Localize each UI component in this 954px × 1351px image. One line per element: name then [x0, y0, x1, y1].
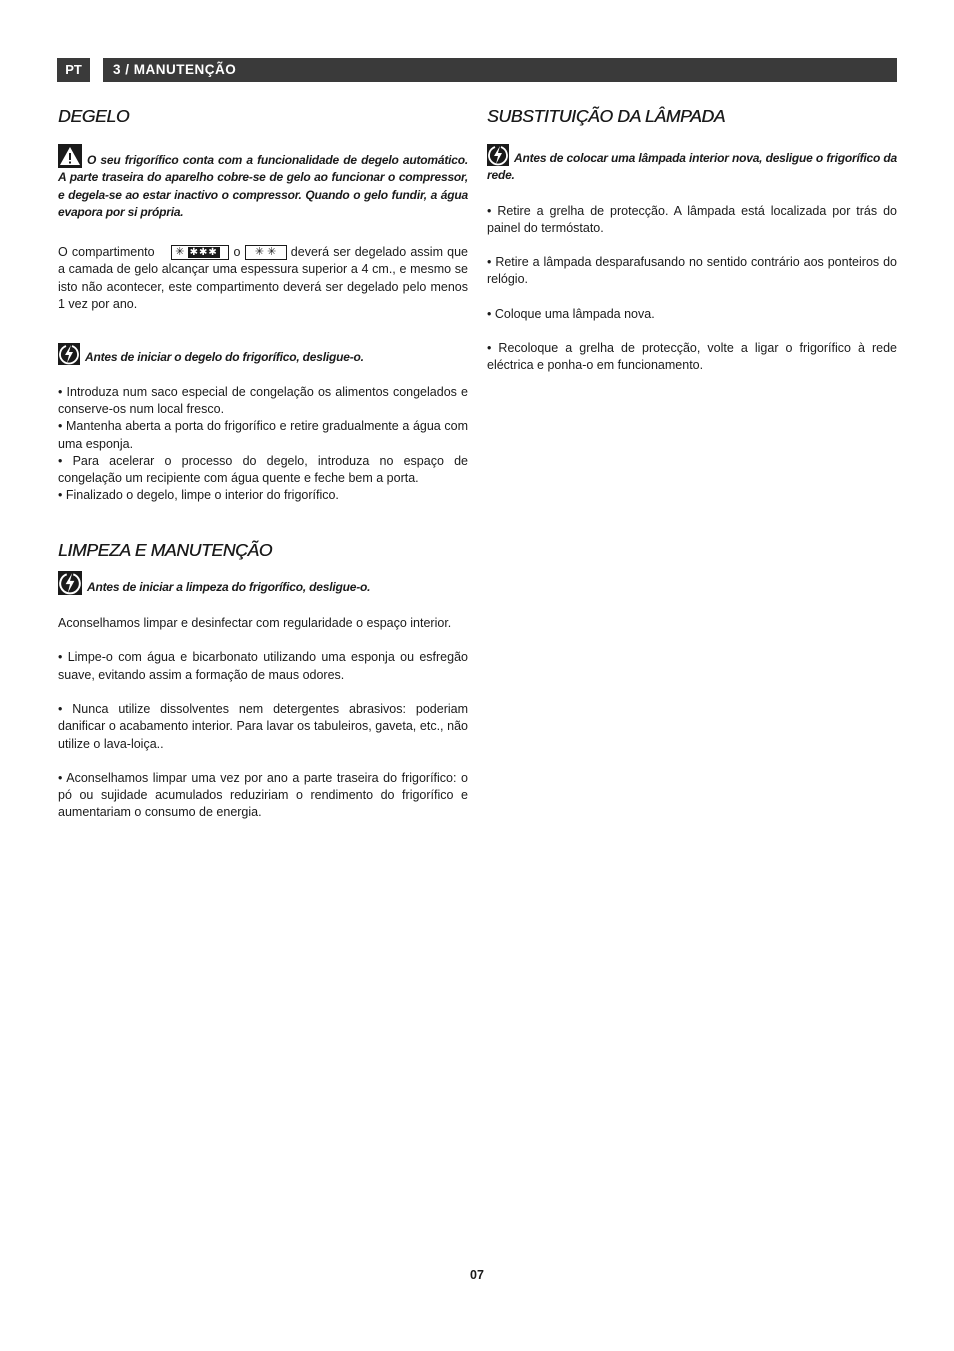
degelo-compartment-paragraph: [58, 244, 468, 313]
lampada-unplug-note: [487, 144, 897, 185]
degelo-unplug-note: [58, 343, 468, 366]
right-column: [487, 104, 897, 375]
list-item: • Limpe-o com água e bicarbonato utilizando uma esponja ou esfregão suave, evitando assim a formação de maus odores.: [58, 650, 468, 682]
electric-shock-icon: [487, 144, 509, 166]
electric-shock-icon: [58, 571, 82, 595]
list-item: • Retire a lâmpada desparafusando no sentido contrário aos ponteiros do relógio.: [487, 255, 897, 287]
compartment-suffix: deverá ser degelado assim que a camada de gelo alcançar uma espessura superior a 4 cm., e mesmo se isto não acontecer, este compartimento deverá ser degelado pelo menos 1 vez por ano.: [58, 245, 469, 312]
degelo-warning-text: O seu frigorífico conta com a funcionalidade de degelo automático. A parte traseira do aparelho cobre-se de gelo ao funcionar o compressor, e degela-se ao estar inactivo o compressor. Quando o gelo fundir, a água evapora por si própria.: [58, 153, 468, 219]
list-item: • Recoloque a grelha de protecção, volte a ligar o frigorífico à rede eléctrica e ponha-o em funcionamento.: [487, 341, 897, 373]
list-item: • Aconselhamos limpar uma vez por ano a parte traseira do frigorífico: o pó ou sujidade acumulados reduziriam o rendimento do frigorífico e aumentariam o consumo de energia.: [58, 770, 468, 820]
lampada-heading: SUBSTITUIÇÃO DA LÂMPADA: [487, 106, 726, 126]
two-star-icon: ✳ ✳: [254, 246, 277, 259]
degelo-unplug-text: Antes de iniciar o degelo do frigorífico, desligue-o.: [85, 350, 364, 365]
left-column: [58, 104, 468, 822]
limpeza-unplug-note: [58, 571, 468, 596]
degelo-steps: [58, 384, 468, 505]
list-item: • Retire a grelha de protecção. A lâmpada está localizada por trás do painel do termóstato.: [487, 203, 897, 235]
list-item: • Coloque uma lâmpada nova.: [487, 306, 655, 321]
list-item: • Finalizado o degelo, limpe o interior do frigorífico.: [58, 488, 339, 503]
limpeza-intro: Aconselhamos limpar e desinfectar com regularidade o espaço interior.: [58, 616, 452, 631]
degelo-warning: [58, 144, 468, 221]
language-badge: PT: [57, 58, 90, 82]
page-number: 07: [470, 1268, 484, 1282]
limpeza-heading: LIMPEZA E MANUTENÇÃO: [58, 539, 273, 560]
compartment-prefix: O compartimento: [58, 245, 155, 260]
two-star-symbol: [245, 245, 287, 260]
lampada-unplug-text: Antes de colocar uma lâmpada interior nova, desligue o frigorífico da rede.: [487, 151, 897, 183]
section-header: [57, 58, 897, 82]
three-star-icon: ✱✱✱: [189, 247, 218, 259]
warning-triangle-icon: [58, 144, 82, 168]
electric-shock-icon: [58, 343, 80, 365]
section-title: 3 / MANUTENÇÃO: [103, 58, 897, 82]
degelo-heading: DEGELO: [58, 106, 130, 126]
list-item: • Nunca utilize dissolventes nem detergentes abrasivos: poderiam danificar o acabamento interior. Para lavar os tabuleiros, gaveta, etc., não utilize o lava-loiça..: [58, 701, 468, 751]
light-star-icon: ✳: [175, 246, 185, 259]
four-star-symbol: [171, 245, 229, 260]
list-item: • Para acelerar o processo do degelo, introduza no espaço de congelação um recipiente com água quente e feche bem a porta.: [58, 453, 468, 486]
compartment-or: o: [233, 245, 241, 260]
list-item: • Introduza num saco especial de congelação os alimentos congelados e conserve-os num local fresco.: [58, 384, 468, 416]
limpeza-unplug-text: Antes de iniciar a limpeza do frigorífico, desligue-o.: [87, 579, 371, 594]
list-item: • Mantenha aberta a porta do frigorífico e retire gradualmente a água com uma esponja.: [58, 419, 468, 451]
